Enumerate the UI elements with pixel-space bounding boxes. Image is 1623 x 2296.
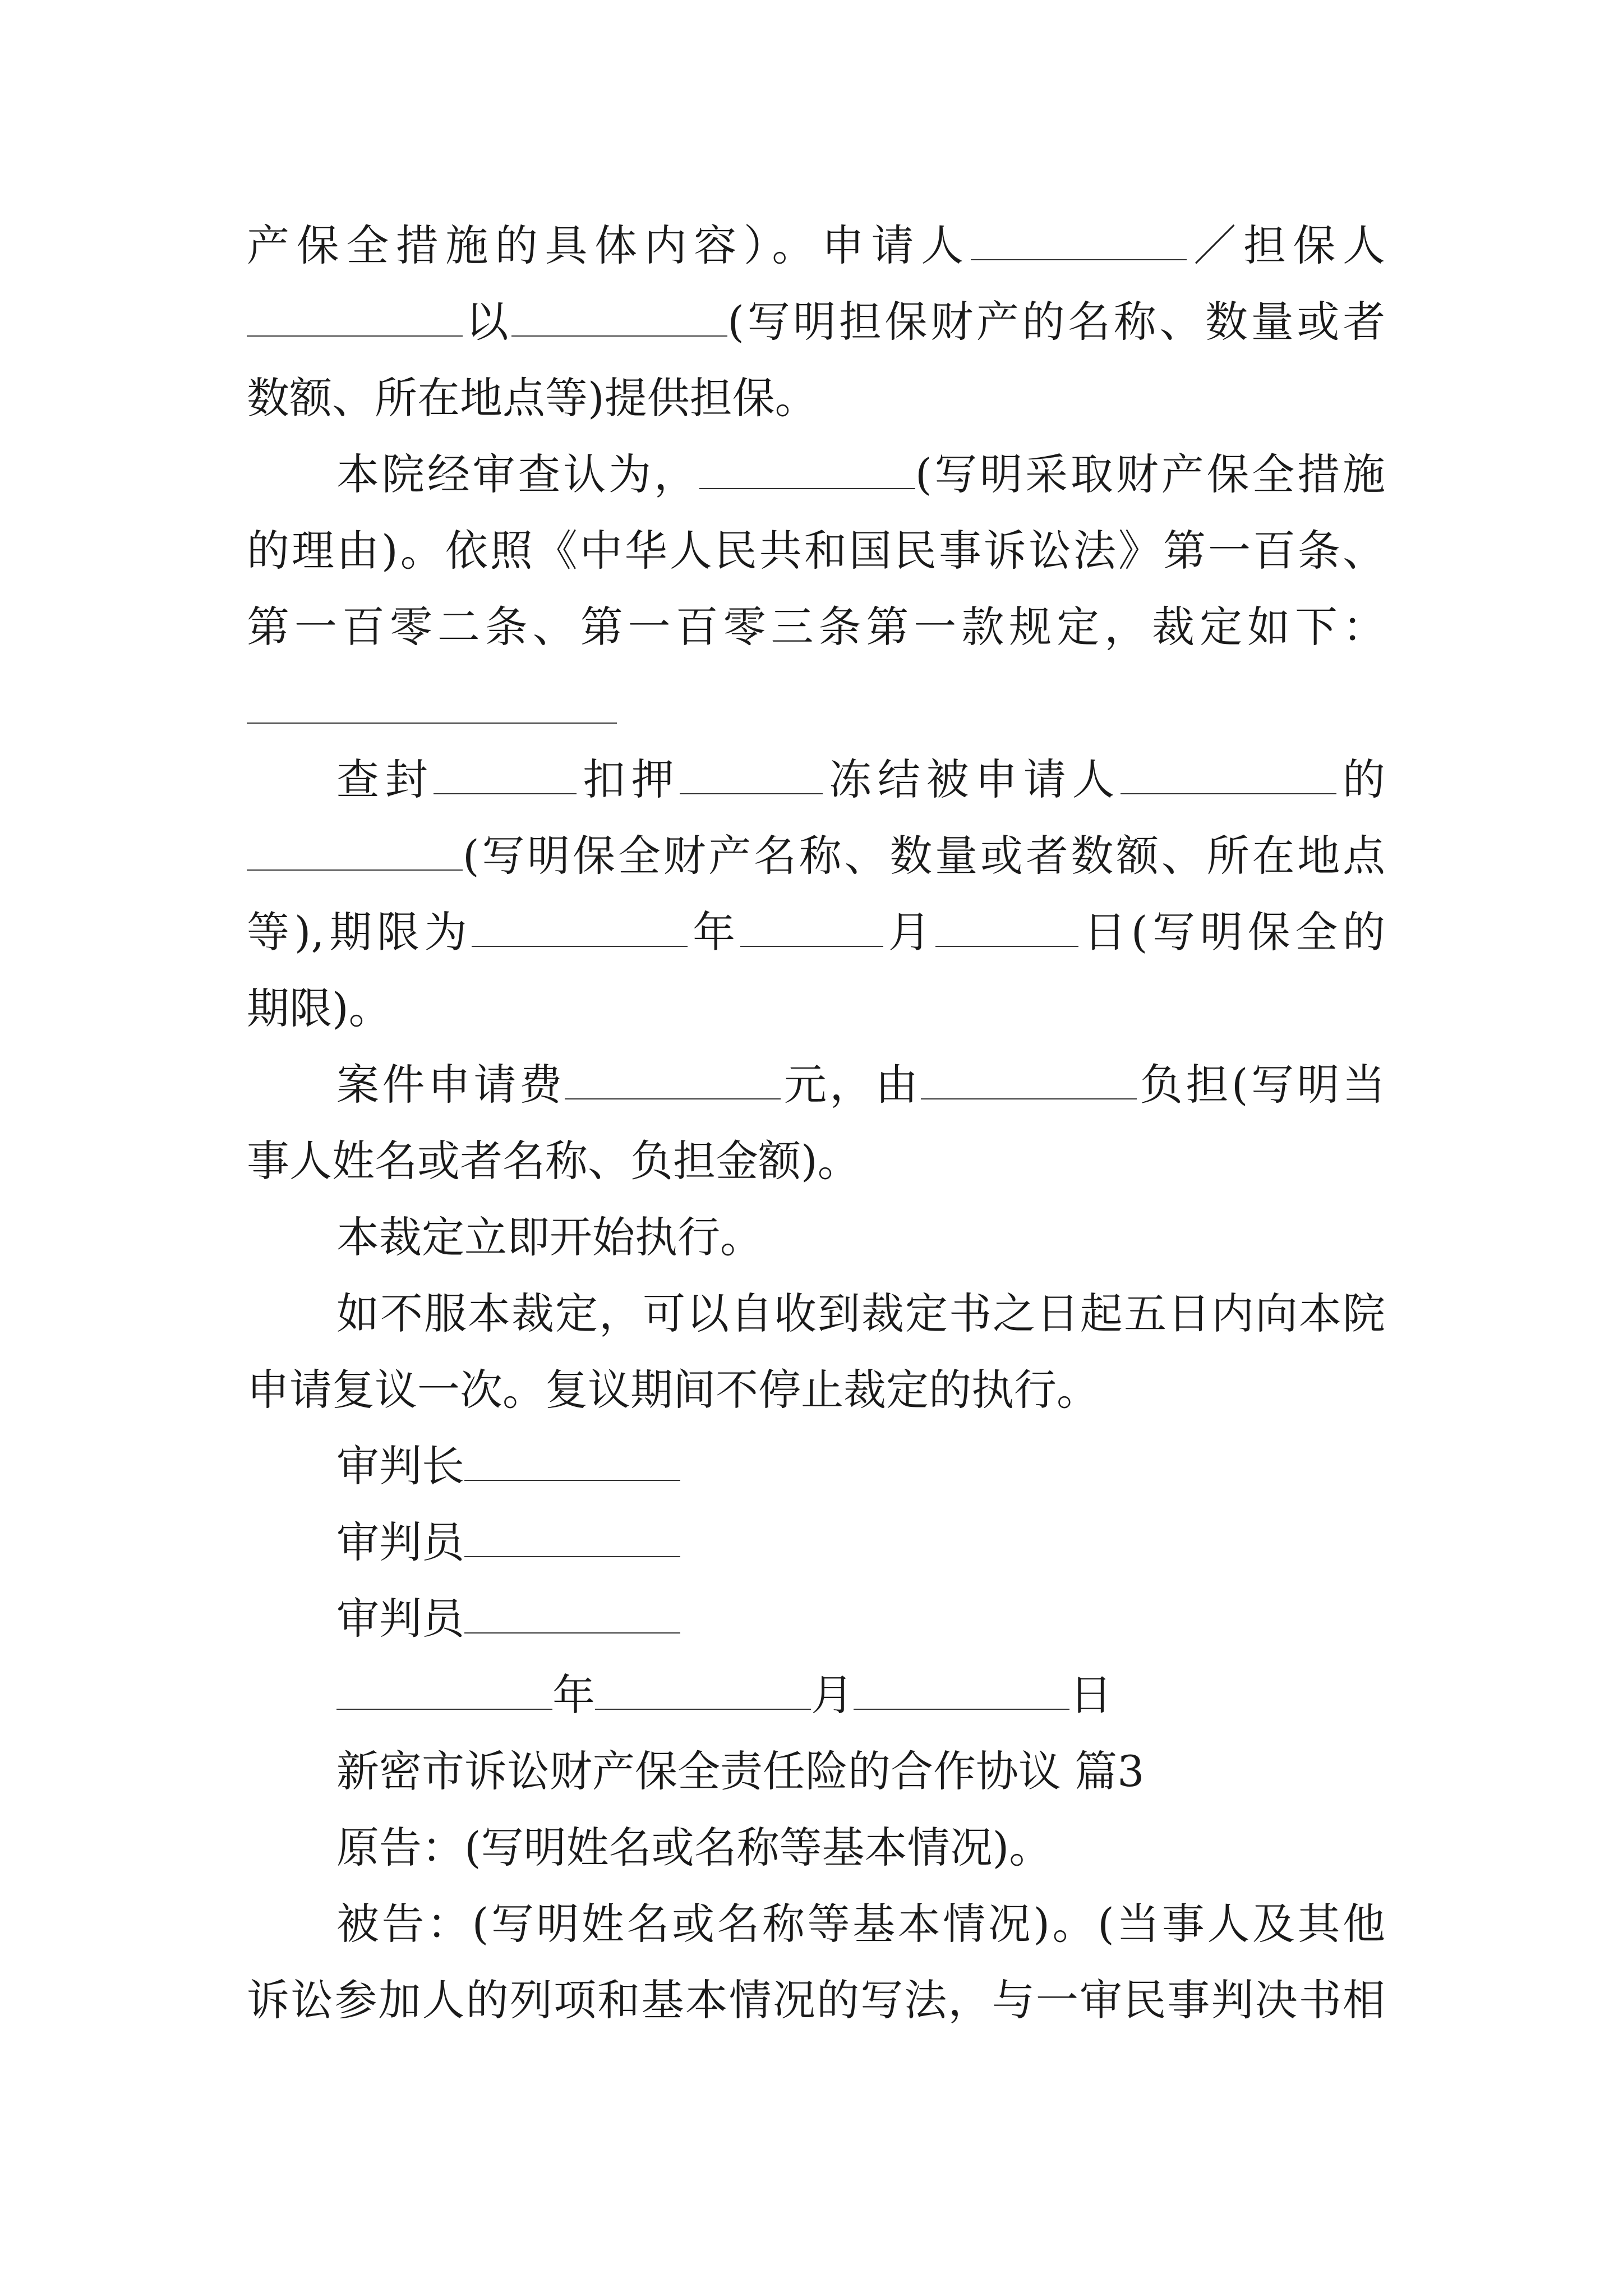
text-segment: 事人姓名或者名称、负担金额)。 xyxy=(247,1136,860,1186)
text-segment: 申请复议一次。复议期间不停止裁定的执行。 xyxy=(247,1365,1099,1415)
text-line-1 xyxy=(247,219,1385,275)
text-segment: 年 xyxy=(552,1670,595,1720)
text-segment: 审判长 xyxy=(336,1441,464,1491)
blank-judge-1 xyxy=(464,1517,680,1557)
text-segment: 被告：(写明姓名或名称等基本情况)。(当事人及其他 xyxy=(336,1899,1385,1949)
text-line-6 xyxy=(247,600,1385,656)
text-line-2 xyxy=(247,295,1385,351)
text-segment: 案件申请费 xyxy=(336,1060,565,1110)
text-line-13 xyxy=(336,1211,1385,1267)
text-segment: 数额、所在地点等)提供担保。 xyxy=(247,373,818,423)
text-segment: 扣押 xyxy=(577,754,680,804)
text-segment: 的 xyxy=(1336,754,1386,804)
text-line-8 xyxy=(247,829,1385,885)
text-segment: 月 xyxy=(811,1670,854,1720)
text-line-15 xyxy=(247,1363,1385,1419)
text-segment: 第一百零二条、第一百零三条第一款规定，裁定如下： xyxy=(247,602,1385,652)
blank-day xyxy=(935,907,1078,947)
text-line-10 xyxy=(247,982,1385,1038)
text-segment: (写明采取财产保全措施 xyxy=(915,449,1386,499)
text-segment: 原告：(写明姓名或名称等基本情况)。 xyxy=(336,1823,1052,1872)
blank-fee xyxy=(565,1059,781,1099)
text-line-plaintiff xyxy=(336,1821,1385,1877)
text-line-14 xyxy=(336,1287,1385,1343)
blank-detain xyxy=(680,754,823,794)
signature-presiding-judge xyxy=(336,1439,1385,1496)
text-segment: 审判员 xyxy=(336,1517,464,1567)
text-segment: 本院经审查认为， xyxy=(336,449,699,499)
blank-guarantee-property xyxy=(511,296,727,337)
blank-respondent xyxy=(1121,754,1336,794)
text-line-11 xyxy=(336,1058,1385,1114)
text-segment: 负担(写明当 xyxy=(1137,1060,1386,1110)
blank-month xyxy=(740,907,883,947)
text-segment: 日 xyxy=(1069,1670,1112,1720)
text-line-5 xyxy=(247,524,1385,580)
text-segment: 年 xyxy=(688,907,740,957)
text-segment: 月 xyxy=(883,907,936,957)
blank-reason xyxy=(699,449,915,489)
blank-seal xyxy=(434,754,577,794)
blank-year xyxy=(472,907,688,947)
text-segment: 冻结被申请人 xyxy=(823,754,1121,804)
text-segment: 诉讼参加人的列项和基本情况的写法，与一审民事判决书相 xyxy=(247,1975,1385,2025)
blank-sign-month xyxy=(595,1669,811,1710)
text-line-4 xyxy=(336,448,1385,504)
text-segment: 查封 xyxy=(336,754,434,804)
text-segment: 审判员 xyxy=(336,1594,464,1644)
text-segment: 本裁定立即开始执行。 xyxy=(336,1212,763,1262)
text-line-defendant xyxy=(336,1897,1385,1953)
text-line-7 xyxy=(336,753,1385,809)
text-segment: (写明保全财产名称、数量或者数额、所在地点 xyxy=(463,831,1385,881)
text-segment: 以 xyxy=(463,297,512,347)
blank-judge-2 xyxy=(464,1593,680,1634)
text-segment: 日(写明保全的 xyxy=(1078,907,1386,957)
text-segment: 元，由 xyxy=(781,1060,921,1110)
text-line-9 xyxy=(247,905,1385,961)
text-segment: ／担保人 xyxy=(1186,220,1386,270)
text-segment: 的理由)。依照《中华人民共和国民事诉讼法》第一百条、 xyxy=(247,526,1385,576)
blank-property xyxy=(247,830,463,871)
text-segment: 新密市诉讼财产保全责任险的合作协议 篇3 xyxy=(336,1746,1145,1796)
blank-presiding-judge xyxy=(464,1441,680,1481)
section-heading xyxy=(336,1745,1385,1801)
divider-line xyxy=(247,723,617,724)
text-segment: 等),期限为 xyxy=(247,907,472,957)
text-line-12 xyxy=(247,1134,1385,1190)
blank-sign-day xyxy=(854,1669,1069,1710)
blank-guarantor xyxy=(247,296,463,337)
blank-payer xyxy=(921,1059,1137,1099)
text-segment: (写明担保财产的名称、数量或者 xyxy=(727,297,1385,347)
text-line-23 xyxy=(247,1973,1385,2030)
text-segment: 产保全措施的具体内容）。申请人 xyxy=(247,220,971,270)
signature-judge-1 xyxy=(336,1516,1385,1572)
text-segment: 如不服本裁定，可以自收到裁定书之日起五日内向本院 xyxy=(336,1289,1385,1338)
blank-applicant xyxy=(971,220,1187,260)
text-segment: 期限)。 xyxy=(247,983,391,1033)
signature-date xyxy=(336,1668,1385,1724)
signature-judge-2 xyxy=(336,1592,1385,1648)
text-line-3 xyxy=(247,371,1385,427)
blank-sign-year xyxy=(336,1669,552,1710)
